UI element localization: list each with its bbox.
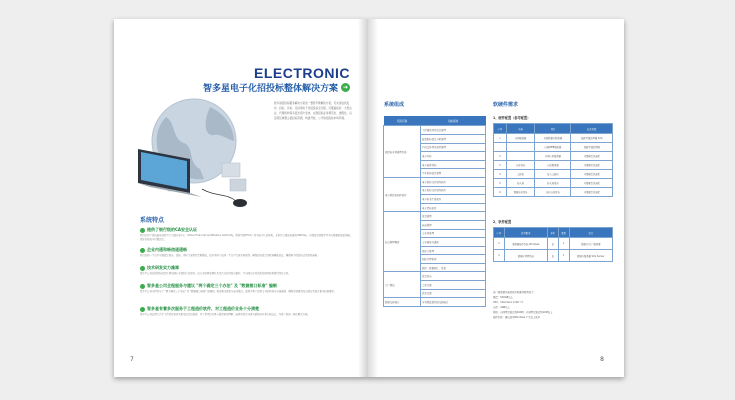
table-cell bbox=[506, 143, 534, 152]
bullet-icon bbox=[140, 284, 145, 289]
feature-title: 智多星有着多次服务于工程造价软件、对工程造价业务十分清楚 bbox=[147, 306, 259, 311]
bullet-icon bbox=[140, 248, 145, 253]
bullet-icon bbox=[140, 266, 145, 271]
arrow-right-icon: ➜ bbox=[342, 84, 349, 91]
feature-title: 智多星公司全程服务与建议 "两个确定三个办法" 及 "数据接口标准" 编制 bbox=[147, 283, 277, 288]
spec-line: 客户端需要具备的软件和硬件配置如下： bbox=[493, 291, 537, 294]
module-cell: 意见反馈 bbox=[421, 289, 486, 298]
table-cell: 交换机 bbox=[506, 170, 534, 179]
table-cell: 2 bbox=[494, 152, 507, 161]
table-cell: 备份存储设备 bbox=[535, 188, 571, 197]
table-row bbox=[494, 161, 613, 170]
module-cell: 信息管理 bbox=[421, 212, 486, 221]
table-cell: 套 bbox=[547, 238, 558, 250]
section-title-hardware: 软硬件需求 bbox=[493, 102, 519, 108]
software-config-title: 2、软件配置 bbox=[493, 220, 512, 224]
table-cell: 可根据需求选配 bbox=[571, 170, 613, 179]
table-row bbox=[384, 126, 486, 135]
table-cell: 双路至强处理器 32G bbox=[571, 134, 613, 143]
module-cell: 商品管理 bbox=[421, 220, 486, 229]
section-title-system: 系统组成 bbox=[384, 102, 405, 108]
table-row bbox=[494, 179, 613, 188]
table-cell: 内网服务器 bbox=[506, 134, 534, 143]
column-header: 序号 bbox=[494, 228, 505, 238]
table-cell: 可根据需求选配 bbox=[571, 188, 613, 197]
brand-title: ELECTRONIC bbox=[254, 65, 350, 81]
feature-item bbox=[140, 306, 354, 317]
module-cell: 电子投标文件制作软件 bbox=[421, 186, 486, 195]
module-cell: 电子清标软件 bbox=[421, 203, 486, 212]
page-number: 7 bbox=[130, 356, 134, 363]
module-cell: 电子开标 bbox=[421, 152, 486, 161]
feature-title: 企业内通和畅信道通畅 bbox=[147, 247, 187, 252]
table-cell: 接入交换机 bbox=[535, 170, 571, 179]
table-cell: 服务器操作系统 Windows bbox=[504, 238, 547, 250]
column-header: 备注 bbox=[569, 228, 612, 238]
group-name: 数据交换接口 bbox=[384, 298, 421, 307]
table-cell: 1 bbox=[558, 238, 569, 250]
feature-item bbox=[140, 247, 354, 258]
table-row bbox=[494, 134, 613, 143]
module-cell: 电子招标文件制作软件 bbox=[421, 177, 486, 186]
module-cell: 与省级监管系统交换接口 bbox=[421, 298, 486, 307]
module-cell: 保证金管理 bbox=[421, 246, 486, 255]
table-cell: 套 bbox=[547, 250, 558, 262]
spec-line: 网络：内网带宽需达到100M，外网带宽需达到10M以上 bbox=[493, 311, 553, 314]
column-header: 技术参数 bbox=[571, 124, 613, 134]
module-cell: 专家抽取与通知 bbox=[421, 238, 486, 247]
table-cell: 2 bbox=[494, 250, 505, 262]
feature-body: 智多星公司全程参与了 "两个确定三个办法" 及 "数据接口标准" 的编制，熟悉相关政策与技术规范，能够为用户提供专业的咨询与实施服务，确保系统建设符合国家及地方相关标准要求。 bbox=[140, 290, 337, 293]
module-cell: 专家库管理 bbox=[421, 229, 486, 238]
table-cell: 1 bbox=[494, 134, 507, 143]
feature-item bbox=[140, 265, 354, 276]
module-cell: 监督指标信息分析管理 bbox=[421, 134, 486, 143]
module-cell: 招标代理机构 bbox=[421, 255, 486, 264]
spec-line: CPU：Intel Xeon 2.8G * 2 bbox=[493, 301, 523, 304]
hardware-config-table bbox=[493, 123, 613, 197]
subtitle-text: 智多星电子化招投标整体解决方案 bbox=[202, 84, 338, 94]
fold-shadow bbox=[358, 19, 368, 377]
client-spec-list bbox=[493, 290, 613, 320]
table-row bbox=[384, 298, 486, 307]
table-cell: 可根据需求选配 bbox=[571, 152, 613, 161]
table-cell: 防火墙设备 bbox=[535, 179, 571, 188]
feature-body: 智多星公司长期专注于工程造价软件及相关信息化服务，对工程造价业务有着深刻的理解，能够将造价业务与招投标业务有机结合，为用户提供一体化解决方案。 bbox=[140, 313, 310, 316]
group-name: 门户网站 bbox=[384, 272, 421, 298]
column-header: 名称 bbox=[506, 124, 534, 134]
bullet-icon bbox=[140, 228, 145, 233]
brochure-spread bbox=[114, 19, 624, 377]
column-header: 系统名称 bbox=[384, 116, 421, 126]
table-row bbox=[494, 250, 613, 262]
table-cell: 双路至强处理器 bbox=[571, 143, 613, 152]
feature-body: 智多星公司在招投标信息化领域拥有丰富的行业经验，由专业的研发团队负责产品的开发与维护，并与国内多所高校及研究机构保持深度合作。 bbox=[140, 272, 291, 275]
column-header: 功能模块 bbox=[421, 116, 486, 126]
table-row bbox=[494, 170, 613, 179]
table-cell: 1 bbox=[558, 250, 569, 262]
table-cell: 6 bbox=[494, 188, 507, 197]
table-cell: 4 bbox=[494, 170, 507, 179]
column-header: 单位 bbox=[547, 228, 558, 238]
table-cell: 内网数据库服务器 bbox=[535, 134, 571, 143]
right-page bbox=[368, 19, 624, 377]
group-name: 电子招投标制作软件 bbox=[384, 177, 421, 211]
module-cell: 操作、数据统计、报表 bbox=[421, 263, 486, 272]
table-row bbox=[494, 143, 613, 152]
table-row bbox=[494, 238, 613, 250]
system-table bbox=[383, 116, 486, 307]
feature-body: 我们在同一平台中实现信息发布、投标、评标等流程的完整集成，使各类用户在同一平台中完成业务操作，确保投标信息及时准确地送达，确保整个招投标过程高效流畅。 bbox=[140, 254, 320, 257]
table-cell: 内网WEB服务器 bbox=[535, 143, 571, 152]
column-header: 软件配置 bbox=[504, 228, 547, 238]
hardware-config-block bbox=[493, 115, 613, 197]
table-cell bbox=[506, 152, 534, 161]
module-cell: 信息发布 bbox=[421, 272, 486, 281]
table-cell: 防火墙 bbox=[506, 179, 534, 188]
table-cell: 1 bbox=[494, 238, 505, 250]
software-config-table bbox=[493, 227, 613, 262]
table-cell: 外网应用服务器 bbox=[535, 152, 571, 161]
column-header: 项目 bbox=[535, 124, 571, 134]
hardware-config-title: 1、硬件配置（参考配置） bbox=[493, 116, 531, 120]
table-cell: 5 bbox=[494, 179, 507, 188]
bullet-icon bbox=[140, 307, 145, 312]
module-cell: 电子标书生成软件 bbox=[421, 195, 486, 204]
table-row bbox=[384, 272, 486, 281]
section-title-features: 系统特点 bbox=[140, 217, 165, 224]
table-cell: 3 bbox=[494, 161, 507, 170]
group-name: 综合管理模块 bbox=[384, 212, 421, 272]
spec-line: 内存：4GB以上 bbox=[493, 306, 510, 309]
software-config-block bbox=[493, 219, 613, 262]
table-cell bbox=[494, 143, 507, 152]
table-cell: 数据库/门户服务器 bbox=[569, 238, 612, 250]
page-number: 8 bbox=[600, 356, 604, 363]
module-cell: 会员注册 bbox=[421, 281, 486, 290]
table-cell: 数据库管理系统 bbox=[504, 250, 547, 262]
table-cell: 可根据需求选配 bbox=[571, 179, 613, 188]
left-page bbox=[114, 19, 368, 377]
table-cell: 数据库服务器 SQL Server bbox=[569, 250, 612, 262]
table-cell: 可根据需求选配 bbox=[571, 161, 613, 170]
feature-title: 提供了银行级的CA安全认证 bbox=[147, 227, 198, 232]
module-cell: 电子辅助评标 bbox=[421, 160, 486, 169]
table-row bbox=[494, 152, 613, 161]
feature-title: 技术研发实力雄厚 bbox=[147, 265, 179, 270]
fold-shadow bbox=[368, 19, 378, 377]
module-cell: 工程建设项目信息管理 bbox=[421, 126, 486, 135]
table-cell: 存储设备 bbox=[506, 161, 534, 170]
feature-item bbox=[140, 283, 354, 294]
group-name: 招投标业务管理系统 bbox=[384, 126, 421, 178]
module-cell: 产权交易项目流程管理 bbox=[421, 143, 486, 152]
spec-line: 硬盘：500GB以上 bbox=[493, 296, 514, 299]
feature-body: 我们采用了国内最先进的中金金融认证中心（China Financial Certification Authority，简称中国CFCA）作为电子认证机构，采用具有国密标准的USB Key，实现信息的数字签名与数据的加密传输，保证系统安全可靠运行。 bbox=[140, 234, 353, 242]
table-row bbox=[384, 177, 486, 186]
table-cell: 存储服务器 bbox=[535, 161, 571, 170]
table-row bbox=[494, 188, 613, 197]
spec-line: 操作系统：建议使用Windows 7 及以上版本 bbox=[493, 316, 541, 319]
column-header: 数量 bbox=[558, 228, 569, 238]
module-cell: 中介机构信息管理 bbox=[421, 169, 486, 178]
table-row bbox=[384, 212, 486, 221]
intro-paragraph: 智多星招投标服务解决方案是一整套平牌解决方案，可实现在线发布、投标、评标、定标等电子化招投标全过程，可覆盖政府、大型企业、代理机构等多层次用户需求，实现招标业务规范化、透明化，以及跨区域整合招投标资源，构建开放、公平的招投标市场环境。 bbox=[274, 102, 352, 120]
column-header: 序号 bbox=[494, 124, 507, 134]
feature-item bbox=[140, 227, 354, 243]
laptop-globe-illustration bbox=[130, 93, 270, 211]
table-cell: 数据备份设备 bbox=[506, 188, 534, 197]
